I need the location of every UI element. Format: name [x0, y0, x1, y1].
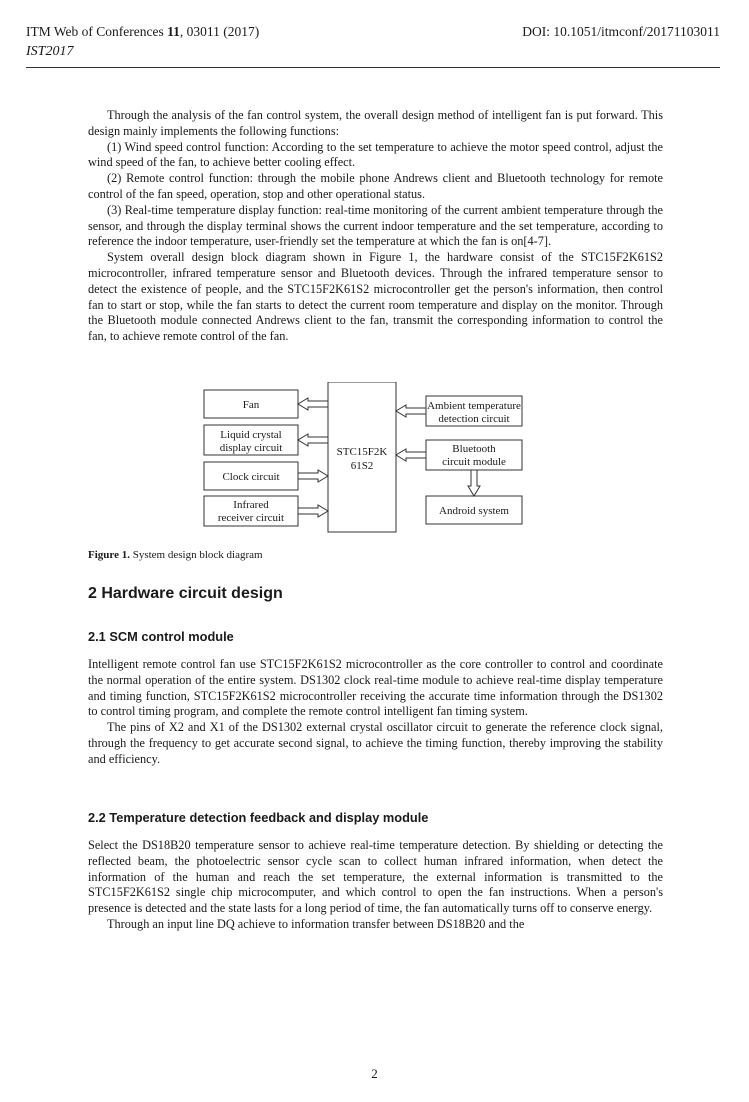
fan-label: Fan: [242, 399, 260, 411]
intro-text: [88, 108, 663, 345]
journal-name: ITM Web of Conferences 11, 03011 (2017): [26, 24, 260, 39]
temperature-text: [88, 838, 663, 933]
clock-label: Clock circuit: [222, 471, 280, 483]
subsection-heading-temperature: 2.2 Temperature detection feedback and display module: [88, 810, 429, 825]
mcu-label-line2: 61S2: [350, 460, 374, 472]
mcu-label-line1: STC15F2K: [336, 446, 388, 458]
section-heading: 2 Hardware circuit design: [88, 585, 283, 602]
overall-design-paragraph: System overall design block diagram shown in Figure 1, the hardware consist of the STC15F2K61S2 microcontroller, infrared temperature sensor and Bluetooth devices. Through the infrared temperature sensor to detect the existence of people, and the STC15F2K61S2 microcontroller get the person's information, then control fan to start or stop, while the fan starts to detect the current room temperature and display on the monitor. Through the Bluetooth module connected Andrews client to the fan, transmit the corresponding information to control the fan, to achieve remote control of the fan.: [88, 250, 663, 344]
function-item-display: (3) Real-time temperature display function: real-time monitoring of the current ambient temperature through the sensor, and through the display terminal shows the current indoor temperature and the set temperature, according to reference the indoor temperature, user-friendly set the temperature at which the fan is on[4-7].: [88, 202, 663, 249]
ambient-label-line2: detection circuit: [438, 413, 510, 425]
figure-caption: Figure 1. System design block diagram: [88, 549, 263, 561]
page-number: 2: [371, 1066, 378, 1081]
temperature-paragraph-1: Select the DS18B20 temperature sensor to achieve real-time temperature detection. By shielding or detecting the reflected beam, the photoelectric sensor cycle scan to collect human infrared information, when detect the information of the human and reach the set temperature, the external information is transmitted to the STC15F2K61S2 single chip microcomputer, and which control to open the fan instructions. When a person's presence is detected and the state lasts for a long period of time, the fan automatically turns off to conserve energy.: [88, 838, 663, 916]
infrared-label-line2: receiver circuit: [217, 512, 285, 524]
scm-paragraph-2: The pins of X2 and X1 of the DS1302 external crystal oscillator circuit to generate the reference clock signal, through the frequency to get accurate second signal, to achieve the timing function, thereby improving the stability and efficiency.: [88, 720, 663, 766]
doi-text: DOI: 10.1051/itmconf/20171103011: [522, 24, 720, 39]
intro-paragraph: Through the analysis of the fan control system, the overall design method of intelligent fan is put forward. This design mainly implements the following functions:: [88, 108, 663, 138]
scm-paragraph-1: Intelligent remote control fan use STC15F2K61S2 microcontroller as the core controller to control and coordinate the normal operation of the entire system. DS1302 clock real-time module to achieve real-time display temperature and timing function, STC15F2K61S2 microcontroller receiving the accurate time information through the DS1302 to control timing program, and complete the remote control intelligent fan timing system.: [88, 657, 663, 719]
android-label: Android system: [439, 505, 509, 517]
lcd-label-line1: Liquid crystal: [220, 429, 282, 441]
figure-label: Figure 1.: [88, 549, 130, 561]
bluetooth-label-line2: circuit module: [442, 456, 506, 468]
conference-name: IST2017: [26, 44, 74, 59]
lcd-label-line2: display circuit: [219, 442, 283, 454]
header-divider: [26, 67, 720, 68]
bluetooth-label-line1: Bluetooth: [452, 443, 496, 455]
function-item-wind-speed: (1) Wind speed control function: According to the set temperature to achieve the motor speed control, adjust the wind speed of the fan, to achieve better cooling effect.: [88, 139, 663, 170]
ambient-label-line1: Ambient temperature: [427, 400, 521, 412]
scm-text: [88, 657, 663, 768]
subsection-heading-scm: 2.1 SCM control module: [88, 629, 234, 644]
system-block-diagram: [200, 382, 530, 534]
infrared-label-line1: Infrared: [233, 499, 269, 511]
journal-volume: 11: [167, 24, 180, 39]
temperature-paragraph-2: Through an input line DQ achieve to information transfer between DS18B20 and the: [107, 916, 525, 931]
function-item-remote: (2) Remote control function: through the mobile phone Andrews client and Bluetooth technology for remote control of the fan speed, operation, stop and other operational status.: [88, 171, 663, 201]
running-header-left: [26, 22, 259, 62]
